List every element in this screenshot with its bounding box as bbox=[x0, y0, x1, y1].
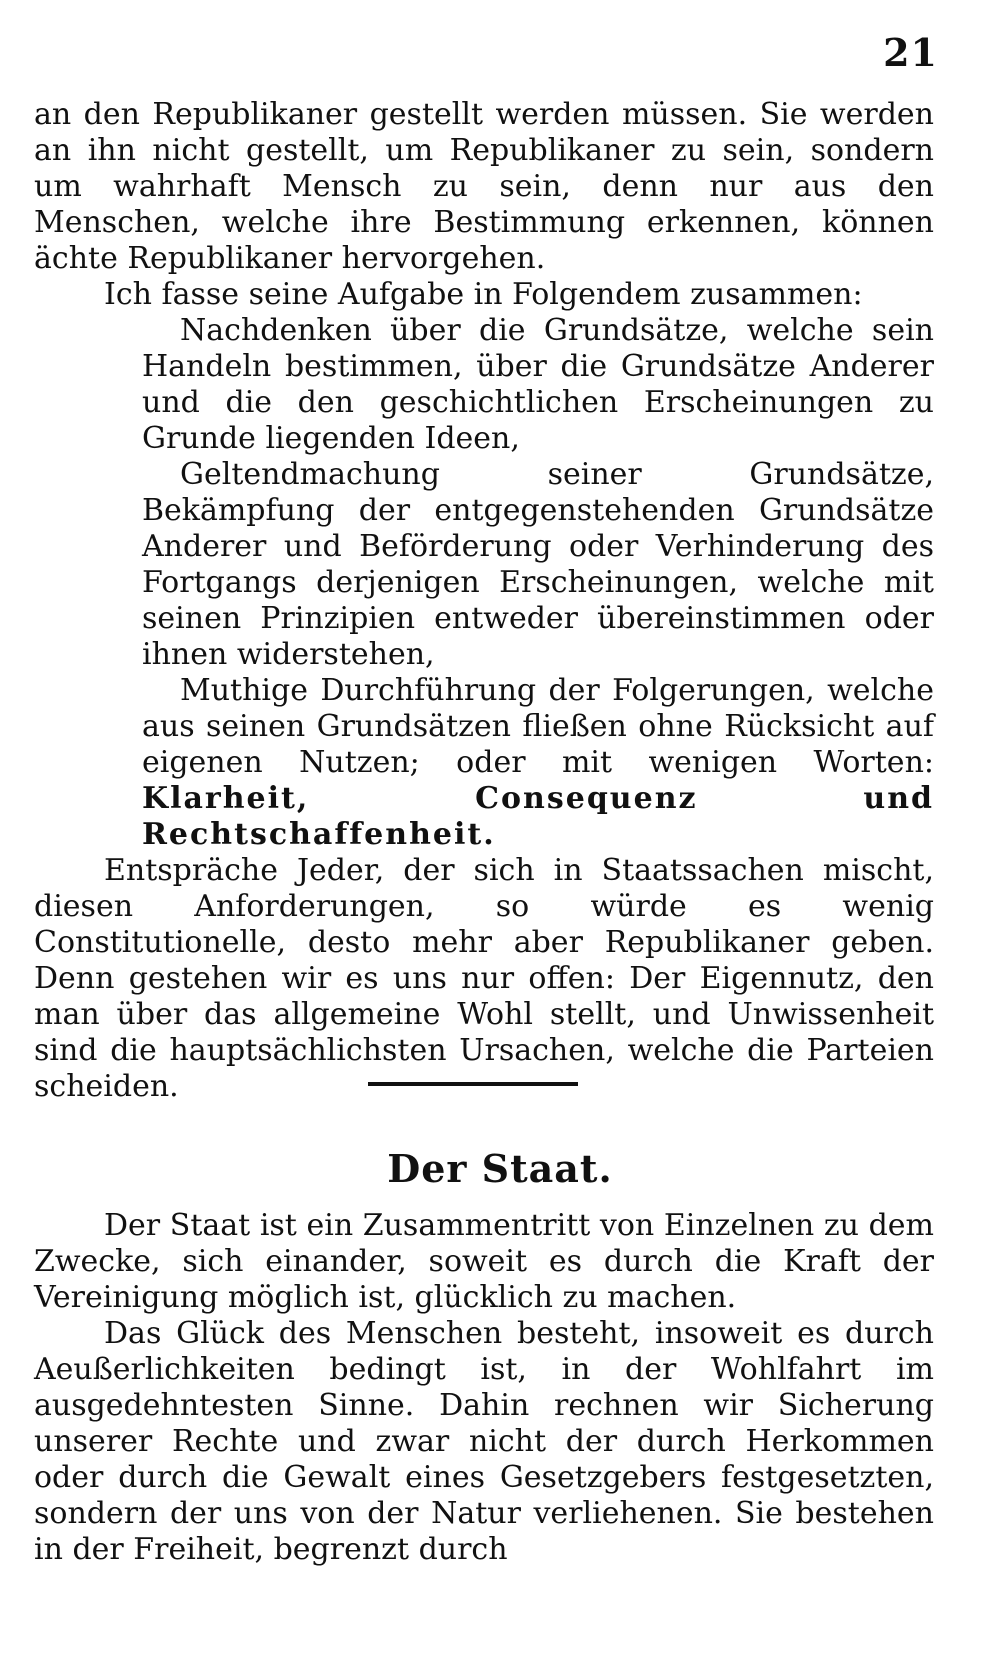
paragraph-staat-glueck: Das Glück des Menschen besteht, insoweit es durch Aeußerlichkeiten bedingt ist, in der Wohlfahrt im ausgedehntesten Sinne. Dahin rechnen wir Sicherung unserer Rechte und zwar nicht der durch Herkommen oder durch die Gewalt eines Gesetzgebers festgesetzten, sondern der uns von der Natur verliehenen. Sie bestehen in der Freiheit, begrenzt durch bbox=[34, 1316, 934, 1567]
paragraph-continuation: an den Republikaner gestellt werden müssen. Sie werden an ihn nicht gestellt, um Republikaner zu sein, sondern um wahrhaft Mensch zu sein, denn nur aus den Menschen, welche ihre Bestimmung erkennen, können ächte Republikaner hervorgehen. bbox=[34, 97, 934, 276]
section-staat-text bbox=[34, 1208, 934, 1568]
task-item-execution-text: Muthige Durchführung der Folgerungen, welche aus seinen Grundsätzen fließen ohne Rücksicht auf eigenen Nutzen; oder mit wenigen Worten: bbox=[142, 673, 934, 780]
task-list bbox=[34, 313, 934, 853]
paragraph-intro: Ich fasse seine Aufgabe in Folgendem zusammen: bbox=[104, 277, 863, 312]
task-item-assertion: Geltendmachung seiner Grundsätze, Bekämpfung der entgegenstehenden Grundsätze Anderer und Beförderung oder Verhinderung des Fortgangs derjenigen Erscheinungen, welche mit seinen Prinzipien entweder übereinstimmen oder ihnen widerstehen, bbox=[142, 457, 934, 672]
section-republikaner-text bbox=[34, 97, 934, 1105]
page-number: 21 bbox=[883, 30, 938, 75]
task-item-execution bbox=[142, 673, 934, 853]
paragraph-conclusion: Entspräche Jeder, der sich in Staatssachen mischt, diesen Anforderungen, so würde es wenig Constitutionelle, desto mehr aber Republikaner geben. Denn gestehen wir es uns nur offen: Der Eigennutz, den man über das allgemeine Wohl stellt, und Unwissenheit sind die hauptsächlichsten Ursachen, welche die Parteien scheiden. bbox=[34, 853, 934, 1104]
paragraph-staat-definition: Der Staat ist ein Zusammentritt von Einzelnen zu dem Zwecke, sich einander, soweit es durch die Kraft der Vereinigung möglich ist, glücklich zu machen. bbox=[34, 1208, 934, 1315]
task-item-execution-emphasis: Klarheit, Consequenz und Rechtschaffenheit. bbox=[142, 781, 934, 852]
section-heading: Der Staat. bbox=[387, 1146, 613, 1191]
section-divider bbox=[368, 1082, 578, 1086]
task-item-reflection: Nachdenken über die Grundsätze, welche sein Handeln bestimmen, über die Grundsätze Anderer und die den geschichtlichen Erscheinungen zu Grunde liegenden Ideen, bbox=[142, 313, 934, 456]
